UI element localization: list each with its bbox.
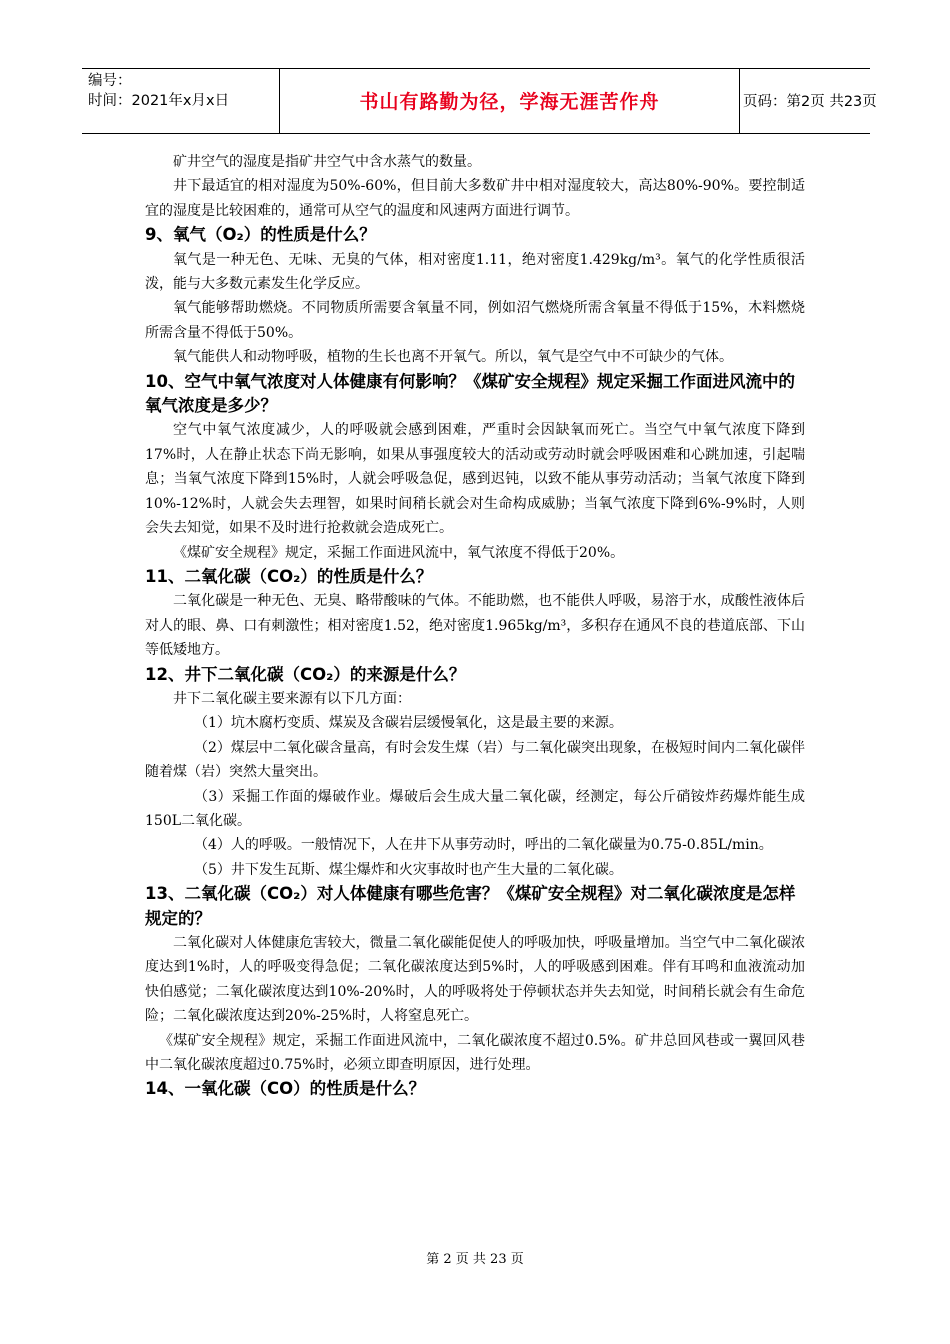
body-paragraph: 二氧化碳是一种无色、无臭、略带酸味的气体。不能助燃，也不能供人呼吸，易溶于水，成酸性液体后对人的眼、鼻、口有刺激性；相对密度1.52，绝对密度1.965kg/m³，多积存在通风不良的巷道底部、下山等低矮地方。: [145, 593, 805, 659]
section-heading: 12、井下二氧化碳（CO₂）的来源是什么？: [145, 664, 466, 684]
section-heading: 11、二氧化碳（CO₂）的性质是什么？: [145, 566, 433, 586]
list-item-paragraph: （1）坑木腐朽变质、煤炭及含碳岩层缓慢氧化，这是最主要的来源。: [194, 715, 623, 732]
body-paragraph: 氧气能供人和动物呼吸，植物的生长也离不开氧气。所以，氧气是空气中不可缺少的气体。: [173, 349, 733, 366]
body-paragraph: 空气中氧气浓度减少，人的呼吸就会感到困难，严重时会因缺氧而死亡。当空气中氧气浓度下降到17%时，人在静止状态下尚无影响，如果从事强度较大的活动或劳动时就会呼吸困难和心跳加速，引起喘息；当氧气浓度下降到15%时，人就会呼吸急促，感到迟钝，以致不能从事劳动活动；当氧气浓度下降到10%-12%时，人就会失去理智，如果时间稍长就会对生命构成威胁；当氧气浓度下降到6%-9%时，人则会失去知觉，如果不及时进行抢救就会造成死亡。: [145, 422, 805, 537]
header-motto-cell: [279, 69, 740, 133]
page-header: [82, 68, 877, 134]
section-heading: 10、空气中氧气浓度对人体健康有何影响？《煤矿安全规程》规定采掘工作面进风流中的氧气浓度是多少？: [145, 371, 795, 416]
list-item-paragraph: （5）井下发生瓦斯、煤尘爆炸和火灾事故时也产生大量的二氧化碳。: [194, 861, 623, 878]
body-paragraph: 《煤矿安全规程》规定，采掘工作面进风流中，氧气浓度不得低于20%。: [173, 544, 625, 561]
body-paragraph: 井下最适宜的相对湿度为50%-60%，但目前大多数矿井中相对湿度较大，高达80%-90%。要控制适宜的湿度是比较困难的，通常可从空气的温度和风速两方面进行调节。: [145, 178, 805, 219]
body-paragraph: 氧气能够帮助燃烧。不同物质所需要含氧量不同，例如沼气燃烧所需含氧量不得低于15%，木料燃烧所需含量不得低于50%。: [145, 300, 805, 341]
section-heading: 13、二氧化碳（CO₂）对人体健康有哪些危害？《煤矿安全规程》对二氧化碳浓度是怎样规定的？: [145, 884, 796, 928]
document-number: 编号：: [88, 73, 132, 89]
list-item-paragraph: （4）人的呼吸。一般情况下，人在井下从事劳动时，呼出的二氧化碳量为0.75-0.85L/min。: [194, 837, 773, 854]
body-paragraph: 氧气是一种无色、无味、无臭的气体，相对密度1.11，绝对密度1.429kg/m³。氧气的化学性质很活泼，能与大多数元素发生化学反应。: [145, 251, 805, 293]
header-motto: 书山有路勤为径，学海无涯苦作舟: [359, 91, 660, 113]
body-paragraph: 二氧化碳对人体健康危害较大，微量二氧化碳能促使人的呼吸加快，呼吸量增加。当空气中二氧化碳浓度达到1%时，人的呼吸变得急促；二氧化碳浓度达到5%时，人的呼吸感到困难。伴有耳鸣和血液流动加快伯感觉；二氧化碳浓度达到10%-20%时，人的呼吸将处于停顿状态并失去知觉，时间稍长就会有生命危险；二氧化碳浓度达到20%-25%时，人将窒息死亡。: [145, 935, 805, 1025]
page-footer: 第 2 页 共 23 页: [426, 1252, 524, 1267]
document-body: [145, 150, 805, 1102]
body-paragraph: 《煤矿安全规程》规定，采掘工作面进风流中，二氧化碳浓度不超过0.5%。矿井总回风巷或一翼回风巷中二氧化碳浓度超过0.75%时，必须立即查明原因，进行处理。: [145, 1032, 805, 1074]
body-paragraph: 井下二氧化碳主要来源有以下几方面：: [173, 690, 411, 707]
section-heading: 9、氧气（O₂）的性质是什么？: [145, 225, 376, 245]
list-item-paragraph: （3）采掘工作面的爆破作业。爆破后会生成大量二氧化碳，经测定，每公斤硝铵炸药爆炸能生成150L二氧化碳。: [145, 788, 805, 829]
list-item-paragraph: （2）煤层中二氧化碳含量高，有时会发生煤（岩）与二氧化碳突出现象，在极短时间内二氧化碳伴随着煤（岩）突然大量突出。: [145, 739, 805, 781]
header-left-cell: [82, 69, 279, 133]
body-paragraph: 矿井空气的湿度是指矿井空气中含水蒸气的数量。: [173, 154, 481, 170]
section-heading: 14、一氧化碳（CO）的性质是什么？: [145, 1079, 426, 1099]
header-page-number: 页码：第2页 共23页: [743, 94, 877, 110]
header-right-cell: [739, 69, 877, 133]
document-date: 时间：2021年x月x日: [88, 93, 230, 109]
